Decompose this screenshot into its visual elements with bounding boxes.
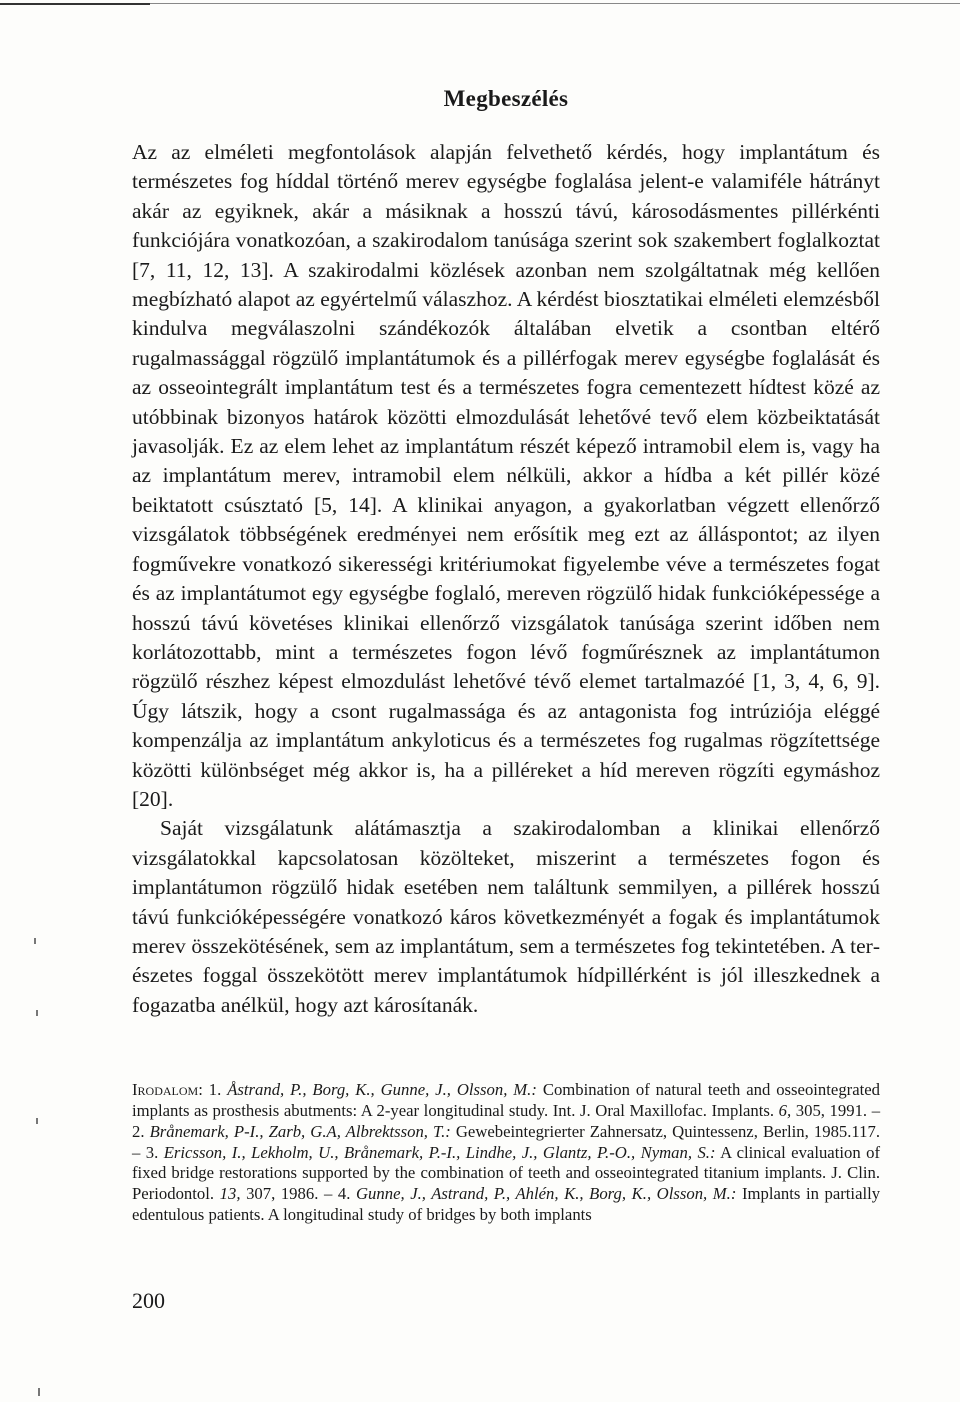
- body-text: [132, 138, 880, 1020]
- reference-1: 1. Åstrand, P., Borg, K., Gunne, J., Olsson, M.: Combination of natural teeth and osseointegrated implants as prosthesis abutments: A 2-year longitudinal study. Int. J. Oral Maxillofac. Implants. 6, 305, 1991.: [132, 1080, 881, 1120]
- page-content: [132, 86, 880, 1226]
- page-number: 200: [132, 1288, 165, 1313]
- scan-speck: [34, 938, 36, 944]
- reference-3: 3. Ericsson, I., Lekholm, U., Brånemark, P.-I., Lindhe, J., Glantz, P.-O., Nyman, S.: A clinical evaluation of fixed bridge restorations supported by the combination of teeth and osseointegrated titanium implants. J. Clin. Periodontol. 13, 307, 1986.: [132, 1142, 880, 1204]
- top-rule-thick: [0, 3, 150, 5]
- paragraph-2: Saját vizsgálatunk alátámasztja a szakirodalomban a klinikai ellenőrző vizsgálatokkal kapcsolatosan közölteket, miszerint a természetes fogon és implantátumon rögzülő hidak esetében nem találtunk semmilyen, a pillérek hosszú távú funkcióképességére vonatkozó káros következményét a fogak és implantátumok merev összekötésének, sem az implantátum, sem a természetes fog tekintetében. A terészetes foggal összekötött merev implantátumok hídpillérként is jól illeszkednek a fogazatba anélkül, hogy azt károsítanák.: [132, 816, 880, 1017]
- references-label: Irodalom:: [132, 1080, 203, 1100]
- scan-speck: [36, 1010, 38, 1016]
- top-rule-thin: [150, 3, 960, 4]
- section-heading: Megbeszélés: [443, 86, 569, 111]
- reference-4: 4. Gunne, J., Astrand, P., Ahlén, K., Borg, K., Olsson, M.: Implants in partially edentulous patients. A longitudinal study of bridges by both implants: [132, 1184, 881, 1224]
- references: Irodalom: 1. Åstrand, P., Borg, K., Gunne, J., Olsson, M.: Combination of natural teeth and osseointegrated implants as prosthesis abutments: A 2-year longitudinal study. Int. J. Oral Maxillofac. Implants. 6, 305, 1991. – 2. Brånemark, P-I., Zarb, G.A, Albrektsson, T.: Gewebeintegrierter Zahnersatz, Quintessenz, Berlin, 1985.117. – 3. Ericsson, I., Lekholm, U., Brånemark, P.-I., Lindhe, J., Glantz, P.-O., Nyman, S.: A clinical evaluation of fixed bridge restorations supported by the combination of teeth and osseointegrated titanium implants. J. Clin. Periodontol. 13, 307, 1986. – 4. Gunne, J., Astrand, P., Ahlén, K., Borg, K., Olsson, M.: Implants in partially edentulous patients. A longitudinal study of bridges by both implants: [132, 1080, 881, 1224]
- paragraph-1: Az az elméleti megfontolások alapján felvethető kérdés, hogy implantátum és természetes fog híddal történő merev egységbe foglalása jelent-e valamiféle hátrányt akár az egyiknek, akár a másiknak a hosszú távú, károsodásmentes pillérkénti funkciójára vonatkozóan, a szakirodalom tanúsága szerint sok szakembert foglalkoztat [7, 11, 12, 13]. A szakirodalmi közlések azonban nem szolgáltatnak még kellően megbízható alapot az egyértelmű válaszhoz. A kérdést biosztatikai elméleti elemzésből kindulva megválaszolni szándékozók általában elvetik a csontban eltérő rugalmassággal rögzülő implantátumok és a pillérfogak merev egységbe foglalását és az osseointegrált implantátum test és a természetes fogra cementezett hídtest közé az utóbbinak bizonyos határok közötti elmozdulását lehetővé tevő elem közbeiktatását javasolják. Ez az elem lehet az implantátum részét képező intramobil elem is, vagy ha az implantátum merev, intramobil elem nélküli, akkor a hídba a két pillér közé beiktatott csúsztató [5, 14]. A klinikai anyagon, a gyakorlatban végzett ellenőrző vizsgálatok többségének eredményei nem erősítik meg ezt az álláspontot; az ilyen fogművekre vonatkozó sikerességi kritériumokat figyelembe véve a természetes fogat és az implantátumot egy egységbe foglaló, mereven rögzülő hidak funkcióképessége a hosszú távú követéses klinikai ellenőrző vizsgálatok tanúsága szerint időben nem korlátozottabb, mint a természetes fogon lévő fogműrésznek az implantátumon rögzülő részhez képest elmozdulást lehetővé tévő elemet tartalmazóé [1, 3, 4, 6, 9]. Úgy látszik, hogy a csont rugalmassága és az antagonista fog intrúziója eléggé kompenzálja az implantátum ankyloticus és a természetes fog rugalmas rögzítettsége közötti különbséget még akkor is, ha a pilléreket a híd mereven rögzíti egymáshoz [20].: [132, 140, 880, 811]
- scan-speck: [38, 1388, 40, 1396]
- scan-speck: [36, 1118, 38, 1124]
- reference-2: 2. Brånemark, P-I., Zarb, G.A, Albrektsson, T.: Gewebeintegrierter Zahnersatz, Quintessenz, Berlin, 1985.117.: [132, 1121, 881, 1141]
